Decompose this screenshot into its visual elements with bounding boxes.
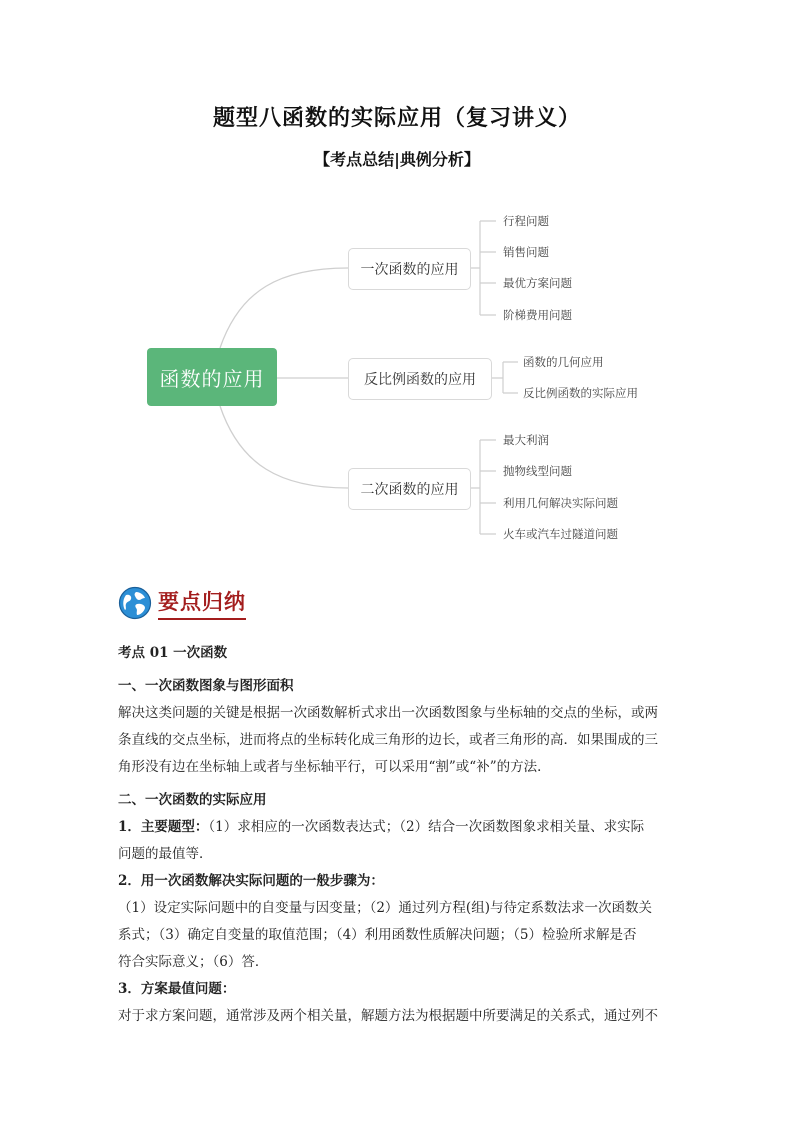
connector-b1 [470, 221, 496, 315]
paragraph-line: 符合实际意义；（6）答． [118, 954, 269, 970]
item-text: （1）求相应的一次函数表达式；（2）结合一次函数图象求相关量、求实际 [208, 819, 645, 835]
mind-map [0, 195, 794, 555]
page-subtitle: 【考点总结|典例分析】 [314, 150, 480, 169]
connector-b3 [470, 440, 496, 534]
leaf-item: 最大利润 [503, 433, 549, 447]
connector-b2 [491, 362, 518, 393]
connector-root-branch1 [220, 268, 348, 348]
item-label: 2．用一次函数解决实际问题的一般步骤为： [118, 873, 384, 889]
leaf-item: 火车或汽车过隧道问题 [503, 527, 618, 541]
item-label: 1．主要题型： [118, 819, 209, 835]
item-label: 3．方案最值问题： [118, 981, 236, 997]
subheading-2: 二、一次函数的实际应用 [118, 792, 267, 808]
paragraph-line: （1）设定实际问题中的自变量与因变量；（2）通过列方程(组)与待定系数法求一次函数关 [118, 900, 652, 916]
branch-inverse-function: 反比例函数的应用 [348, 358, 492, 400]
paragraph-line: 角形没有边在坐标轴上或者与坐标轴平行，可以采用“割”或“补”的方法． [118, 759, 551, 775]
content-body [118, 640, 678, 1030]
leaf-item: 行程问题 [503, 214, 549, 228]
paragraph-line [118, 814, 678, 841]
leaf-item: 销售问题 [503, 245, 549, 259]
subheading-1: 一、一次函数图象与图形面积 [118, 678, 294, 694]
leaf-item: 抛物线型问题 [503, 464, 572, 478]
connector-root-branch3 [220, 406, 348, 488]
paragraph-line: 条直线的交点坐标，进而将点的坐标转化成三角形的边长，或者三角形的高．如果围成的三 [118, 732, 658, 748]
section-header [118, 586, 246, 620]
paragraph-line: 对于求方案问题，通常涉及两个相关量，解题方法为根据题中所要满足的关系式，通过列不 [118, 1008, 658, 1024]
section-title: 要点归纳 [158, 586, 246, 620]
globe-icon [118, 586, 152, 620]
leaf-item: 最优方案问题 [503, 276, 572, 290]
leaf-item: 函数的几何应用 [523, 355, 604, 369]
leaf-item: 反比例函数的实际应用 [523, 386, 638, 400]
page-title: 题型八函数的实际应用（复习讲义） [212, 105, 581, 131]
leaf-item: 阶梯费用问题 [503, 308, 572, 322]
mindmap-root-node: 函数的应用 [147, 348, 277, 406]
branch-linear-function: 一次函数的应用 [348, 248, 471, 290]
topic-heading: 考点 01 一次函数 [118, 645, 228, 661]
paragraph-line: 问题的最值等． [118, 846, 213, 862]
leaf-item: 利用几何解决实际问题 [503, 496, 618, 510]
paragraph-line: 系式；（3）确定自变量的取值范围；（4）利用函数性质解决问题；（5）检验所求解是否 [118, 927, 637, 943]
paragraph-line: 解决这类问题的关键是根据一次函数解析式求出一次函数图象与坐标轴的交点的坐标，或两 [118, 705, 658, 721]
branch-quadratic-function: 二次函数的应用 [348, 468, 471, 510]
